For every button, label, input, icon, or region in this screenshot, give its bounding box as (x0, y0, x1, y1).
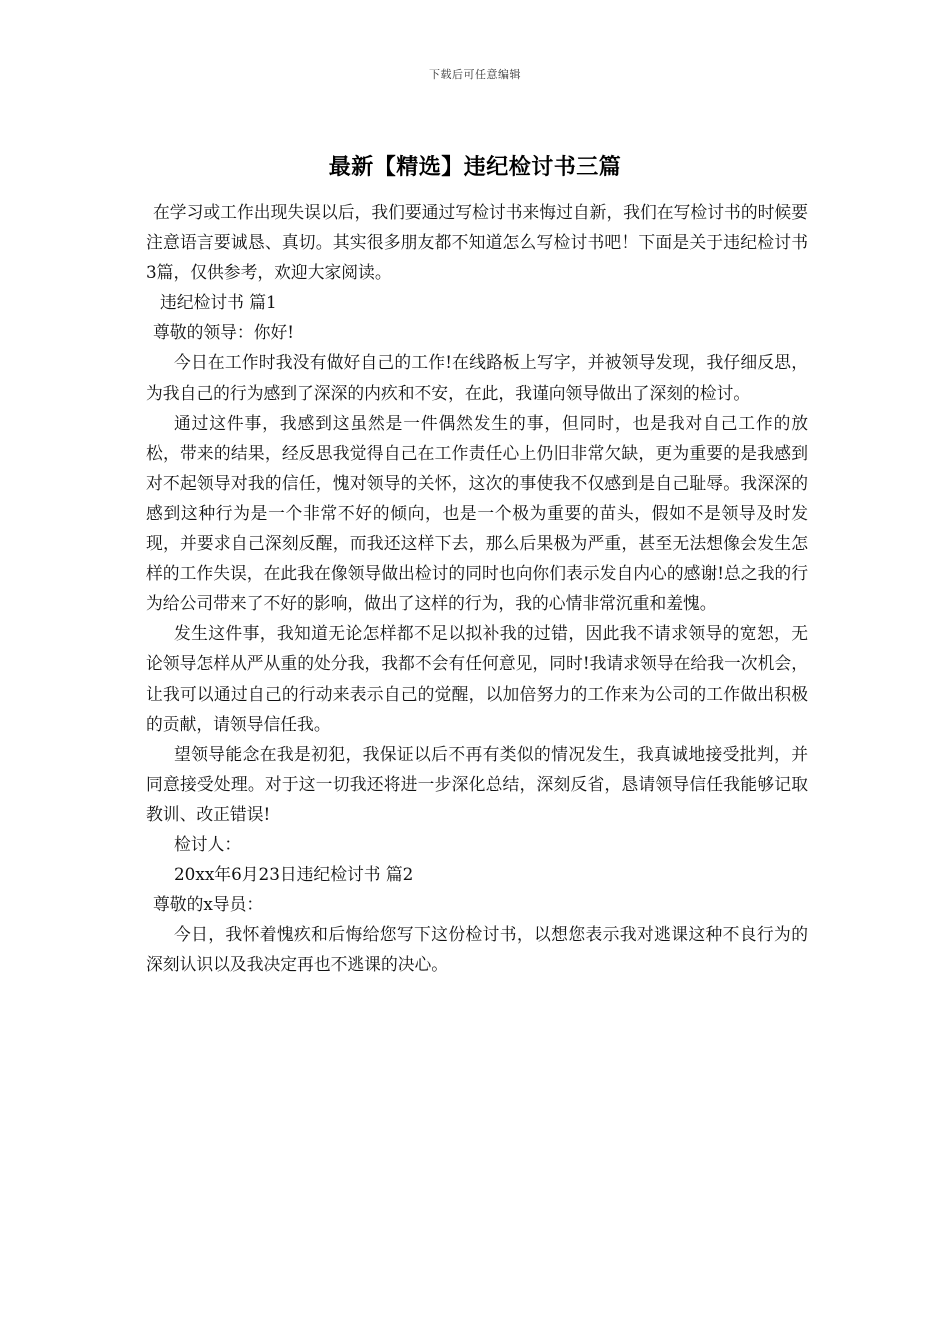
body-paragraph: 今日在工作时我没有做好自己的工作!在线路板上写字，并被领导发现，我仔细反思，为我自己的行为感到了深深的内疚和不安，在此，我谨向领导做出了深刻的检讨。 (146, 352, 808, 403)
body-paragraph: 望领导能念在我是初犯，我保证以后不再有类似的情况发生，我真诚地接受批判，并同意接受处理。对于这一切我还将进一步深化总结，深刻反省，恳请领导信任我能够记取教训、改正错误! (146, 743, 808, 824)
page-header: 下载后可任意编辑 (429, 68, 521, 81)
body-paragraph: 发生这件事，我知道无论怎样都不足以拟补我的过错，因此我不请求领导的宽恕，无论领导怎样从严从重的处分我，我都不会有任何意见，同时!我请求领导在给我一次机会，让我可以通过自己的行动来表示自己的觉醒，以加倍努力的工作来为公司的工作做出积极的贡献，请领导信任我。 (146, 623, 808, 734)
salutation-2: 尊敬的x导员： (153, 894, 264, 915)
date-and-section-heading-2: 20xx年6月23日违纪检讨书 篇2 (174, 864, 414, 885)
intro-paragraph: 在学习或工作出现失误以后，我们要通过写检讨书来悔过自新，我们在写检讨书的时候要注意语言要诚恳、真切。其实很多朋友都不知道怎么写检讨书吧！下面是关于违纪检讨书3篇，仅供参考，欢迎大家阅读。 (146, 202, 808, 283)
section-heading-1: 违纪检讨书 篇1 (160, 292, 277, 313)
document-body (146, 197, 808, 979)
body-paragraph: 今日，我怀着愧疚和后悔给您写下这份检讨书，以想您表示我对逃课这种不良行为的深刻认识以及我决定再也不逃课的决心。 (146, 924, 808, 975)
salutation-1: 尊敬的领导：你好! (153, 322, 294, 343)
signature-line: 检讨人： (174, 833, 242, 854)
body-paragraph: 通过这件事，我感到这虽然是一件偶然发生的事，但同时，也是我对自己工作的放松，带来的结果，经反思我觉得自己在工作责任心上仍旧非常欠缺，更为重要的是我感到对不起领导对我的信任，愧对领导的关怀，这次的事使我不仅感到是自己耻辱。我深深的感到这种行为是一个非常不好的倾向，也是一个极为重要的苗头，假如不是领导及时发现，并要求自己深刻反醒，而我还这样下去，那么后果极为严重，甚至无法想像会发生怎样的工作失误，在此我在像领导做出检讨的同时也向你们表示发自内心的感谢!总之我的行为给公司带来了不好的影响，做出了这样的行为，我的心情非常沉重和羞愧。 (146, 412, 808, 614)
document-title: 最新【精选】违纪检讨书三篇 (328, 155, 622, 180)
